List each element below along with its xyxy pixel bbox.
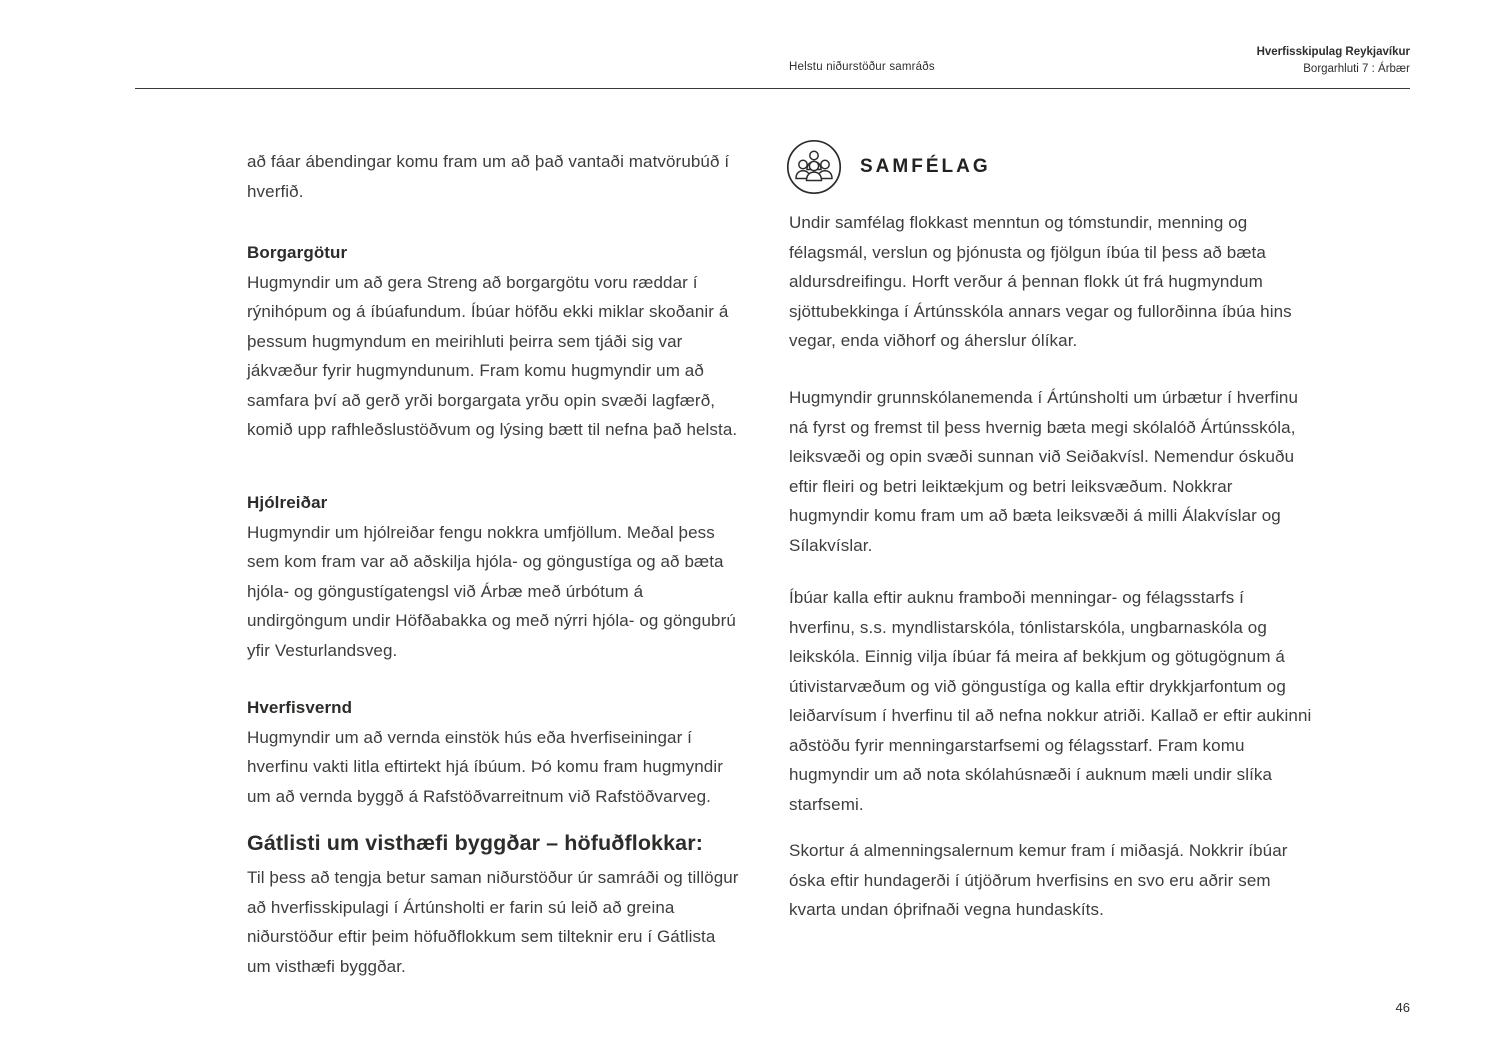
page-number: 46	[1395, 1000, 1410, 1015]
document-title: Hverfisskipulag Reykjavíkur	[1256, 46, 1410, 58]
section-hjolreidar	[247, 488, 743, 665]
samfelag-paragraph: Undir samfélag flokkast menntun og tómstundir, menning og félagsmál, verslun og þjónusta og fjölgun íbúa til þess að bæta aldursdreifingu. Horft verður á þennan flokk út frá hugmyndum sjöttubekkinga í Ártúnsskóla annars vegar og fullorðinna íbúa hins vegar, enda viðhorf og áherslur ólíkar.	[789, 213, 1292, 350]
samfelag-paragraph: Hugmyndir grunnskólanemenda í Ártúnsholti um úrbætur í hverfinu ná fyrst og fremst til þess hvernig bæta megi skólalóð Ártúnsskóla, leiksvæði og opin svæði sunnan við Seiðakvísl. Nemendur óskuðu eftir fleiri og betri leiktækjum og betri leiksvæðum. Nokkrar hugmyndir komu fram um að bæta leiksvæði á milli Álakvíslar og Sílakvíslar.	[789, 388, 1298, 555]
section-body: Hugmyndir um að gera Streng að borgargötu voru ræddar í rýnihópum og á íbúafundum. Íbúar höfðu ekki miklar skoðanir á þessum hugmyndum en meirihluti þeirra sem tjáði sig var jákvæður fyrir hugmyndunum. Fram komu hugmyndir um að samfara því að gerð yrði borgargata yrðu opin svæði lagfærð, komið upp rafhleðslustöðvum og lýsing bætt til nefna það helsta.	[247, 272, 738, 439]
document-subtitle: Borgarhluti 7 : Árbær	[1303, 62, 1410, 75]
section-body: Hugmyndir um hjólreiðar fengu nokkra umfjöllum. Meðal þess sem kom fram var að aðskilja hjóla- og göngustíga og að bæta hjóla- og göngustígatengsl við Árbæ með úrbótum á undirgöngum undir Höfðabakka og með nýrri hjóla- og göngubrú yfir Vesturlandsveg.	[247, 522, 736, 660]
section-borgargotur	[247, 238, 743, 445]
samfelag-paragraph: Íbúar kalla eftir auknu framboði menningar- og félagsstarfs í hverfinu, s.s. myndlistarskóla, tónlistarskóla, ungbarnaskóla og leikskóla. Einnig vilja íbúar fá meira af bekkjum og götugögnum á útivistarvæðum og við göngustíga og kalla eftir drykkjarfontum og leiðarvísum í hverfinu til að nefna nokkur atriði. Kallað er eftir aukinni aðstöðu fyrir menningarstarfsemi og félagsstarf. Fram komu hugmyndir um að nota skólahúsnæði í auknum mæli undir slíka starfsemi.	[789, 588, 1312, 814]
section-hverfisvernd	[247, 693, 743, 811]
section-heading: Hjólreiðar	[247, 493, 328, 512]
checklist-body: Til þess að tengja betur saman niðurstöður úr samráði og tillögur að hverfisskipulagi í Ártúnsholti er farin sú leið að greina niðurstöður eftir þeim höfuðflokkum sem tilteknir eru í Gátlista um visthæfi byggðar.	[247, 868, 739, 976]
right-column	[789, 0, 1313, 1061]
intro-paragraph: að fáar ábendingar komu fram um að það vantaði matvörubúð í hverfið.	[247, 152, 730, 201]
samfelag-paragraph: Skortur á almenningsalernum kemur fram í miðasjá. Nokkrir íbúar óska eftir hundagerði í útjöðrum hverfisins en svo eru aðrir sem kvarta undan óþrifnaði vegna hundaskíts.	[789, 841, 1288, 919]
people-group-icon	[786, 139, 842, 195]
samfelag-section-title: SAMFÉLAG	[860, 156, 991, 177]
samfelag-section-header	[786, 139, 991, 195]
left-column	[247, 0, 743, 1061]
section-body: Hugmyndir um að vernda einstök hús eða hverfiseiningar í hverfinu vakti litla eftirtekt hjá íbúum. Þó komu fram hugmyndir um að vernda byggð á Rafstöðvarreitnum við Rafstöðvarveg.	[247, 727, 723, 806]
section-checklist	[247, 827, 743, 981]
running-header-section-label: Helstu niðurstöður samráðs	[789, 61, 935, 73]
section-heading: Hverfisvernd	[247, 698, 353, 717]
section-heading: Borgargötur	[247, 243, 348, 262]
checklist-heading: Gátlisti um visthæfi byggðar – höfuðflokkar:	[247, 831, 703, 855]
